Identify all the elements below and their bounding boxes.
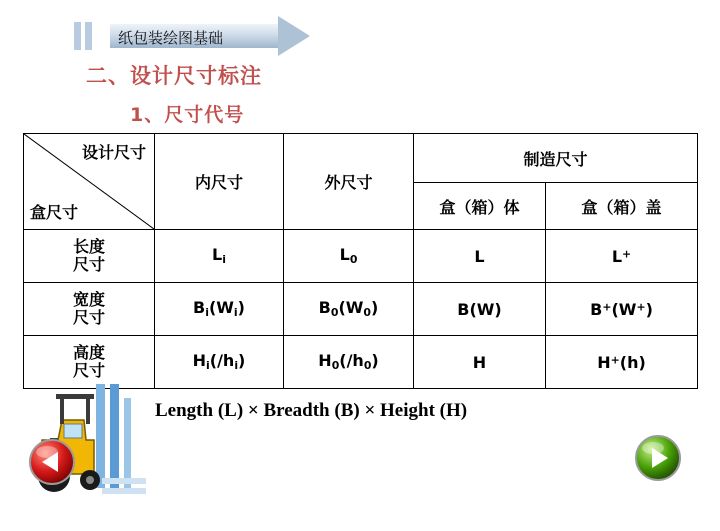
row-label-breadth	[24, 283, 155, 336]
table-row	[24, 283, 698, 336]
cell-height-body: H	[414, 336, 546, 389]
banner-bars	[74, 22, 92, 50]
bottom-formula-text: Length (L) × Breadth (B) × Height (H)	[155, 400, 468, 421]
next-slide-button[interactable]	[634, 434, 682, 482]
header-outer-dimension: 外尺寸	[284, 134, 414, 230]
table-header-row	[24, 134, 698, 183]
row-label-line1: 长度	[72, 236, 105, 256]
banner-title: 纸包装绘图基础	[118, 29, 224, 47]
cell-length-inner: $L_i$	[155, 230, 284, 283]
table-corner-cell	[24, 134, 155, 230]
row-label-line1: 宽度	[72, 289, 105, 309]
cell-breadth-lid: B+(W+)	[546, 283, 698, 336]
dimension-table	[23, 133, 698, 389]
corner-top-label: 设计尺寸	[81, 143, 146, 162]
row-label-length	[24, 230, 155, 283]
header-banner	[74, 18, 314, 54]
prev-slide-button[interactable]	[28, 438, 76, 486]
row-label-line2: 尺寸	[72, 308, 105, 327]
cell-length-lid: L+	[546, 230, 698, 283]
header-manufacture-dimension: 制造尺寸	[414, 134, 698, 183]
header-box-lid: 盒（箱）盖	[546, 183, 698, 230]
banner-arrow-head-icon	[278, 16, 310, 56]
header-box-body: 盒（箱）体	[414, 183, 546, 230]
cell-length-outer: $L_0$	[284, 230, 414, 283]
corner-bottom-label: 盒尺寸	[30, 203, 79, 222]
cell-height-outer: $H_0(/h_0)$	[284, 336, 414, 389]
cell-breadth-body: B(W)	[414, 283, 546, 336]
dimension-table-wrapper	[23, 133, 697, 389]
row-label-line2: 尺寸	[72, 255, 105, 274]
cell-length-body: L	[414, 230, 546, 283]
subsection-heading: 1、尺寸代号	[130, 104, 245, 126]
row-label-line2: 尺寸	[72, 361, 105, 380]
cell-breadth-outer: $B_0(W_0)$	[284, 283, 414, 336]
header-inner-dimension: 内尺寸	[155, 134, 284, 230]
cell-height-lid: H+(h)	[546, 336, 698, 389]
cell-breadth-inner: $B_i(W_i)$	[155, 283, 284, 336]
row-label-line1: 高度	[72, 342, 105, 362]
section-heading: 二、设计尺寸标注	[86, 64, 262, 88]
cell-height-inner: $H_i(/h_i)$	[155, 336, 284, 389]
table-row	[24, 230, 698, 283]
